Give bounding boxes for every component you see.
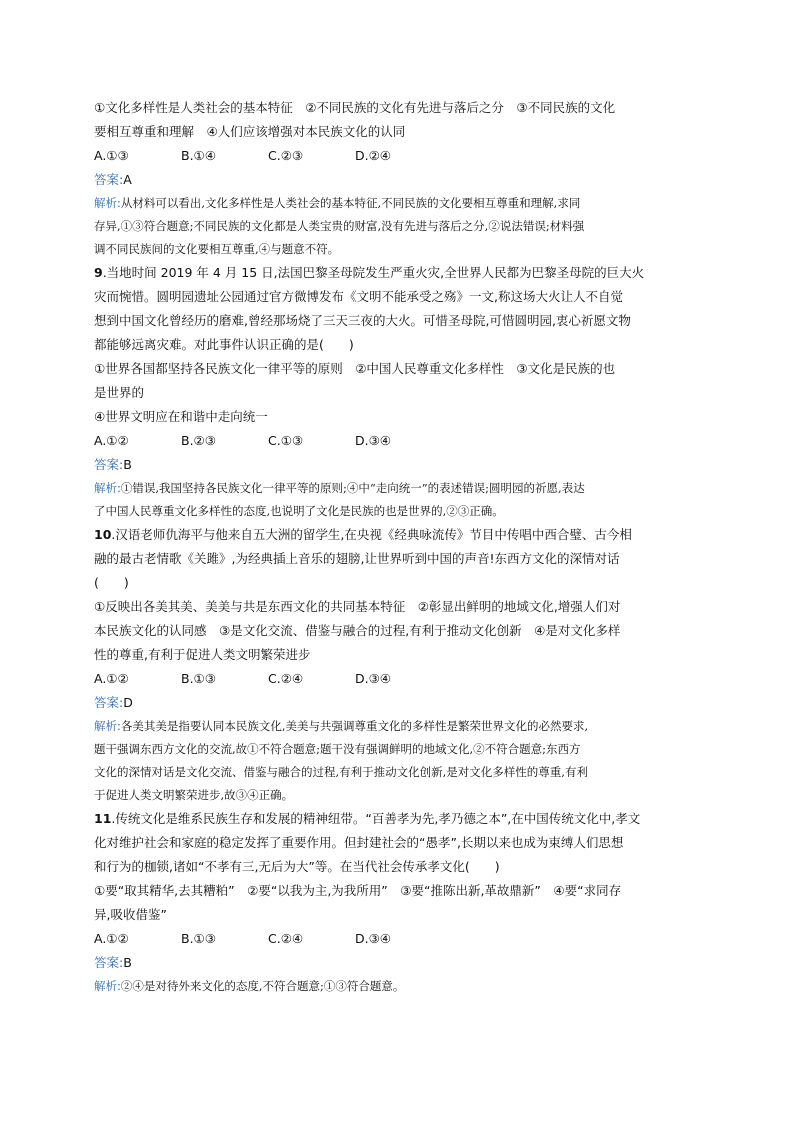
option-b: B.②③: [181, 433, 216, 448]
answer-value: B: [123, 457, 132, 472]
question-number: 10: [94, 527, 112, 542]
option-b: B.①④: [181, 148, 216, 163]
statement-line: ①要“取其精华,去其糟粕” ②要“以我为主,为我所用” ③要“推陈出新,革故鼎新” ④要“求同存: [94, 883, 622, 898]
answer-value: B: [123, 955, 132, 970]
explanation-line: 解析:①错误,我国坚持各民族文化一律平等的原则;④中“走向统一”的表述错误;圆明园的祈愿,表达: [94, 481, 585, 495]
explanation-label: 解析:: [94, 196, 121, 210]
statement-line: 是世界的: [94, 385, 145, 400]
explanation-line: 解析:各美其美是指要认同本民族文化,美美与共强调尊重文化的多样性是繁荣世界文化的必然要求,: [94, 719, 589, 733]
answer-label: 答案:: [94, 695, 124, 710]
explanation-line: 文化的深情对话是文化交流、借鉴与融合的过程,有利于推动文化创新,是对文化多样性的尊重,有利: [94, 765, 588, 779]
question-stem-line: 融的最古老情歌《关雎》,为经典插上音乐的翅膀,让世界听到中国的声音!东西方文化的深情对话: [94, 551, 620, 566]
answer-label: 答案:: [94, 457, 124, 472]
question-number: 11: [94, 811, 112, 826]
options-row: [94, 429, 704, 453]
question-11: [94, 807, 704, 998]
explanation-line: 存异,①③符合题意;不同民族的文化都是人类宝贵的财富,没有先进与落后之分,②说法错误;材料强: [94, 219, 585, 233]
question-stem-line: 想到中国文化曾经历的磨难,曾经那场烧了三天三夜的大火。可惜圣母院,可惜圆明园,衷心祈愿文物: [94, 313, 631, 328]
statement-line: 异,吸收借鉴”: [94, 907, 167, 922]
question-stem-line: 10.汉语老师仇海平与他来自五大洲的留学生,在央视《经典咏流传》节目中传唱中西合璧、古今相: [94, 527, 632, 542]
option-d: D.③④: [355, 931, 392, 946]
statement-line: ①反映出各美其美、美美与共是东西文化的共同基本特征 ②彰显出鲜明的地域文化,增强人们对: [94, 599, 621, 614]
answer-label: 答案:: [94, 955, 124, 970]
options-row: [94, 927, 704, 951]
option-b: B.①③: [181, 671, 216, 686]
answer-line: [94, 168, 704, 192]
document-page: [94, 96, 704, 998]
option-b: B.①③: [181, 931, 216, 946]
statement-line: 本民族文化的认同感 ③是文化交流、借鉴与融合的过程,有利于推动文化创新 ④是对文化多样: [94, 623, 621, 638]
answer-value: A: [123, 172, 132, 187]
explanation-line: 于促进人类文明繁荣进步,故③④正确。: [94, 788, 294, 802]
question-9: [94, 261, 704, 523]
question-10: [94, 523, 704, 807]
explanation-line: 解析:②④是对待外来文化的态度,不符合题意;①③符合题意。: [94, 979, 405, 993]
explanation: [94, 975, 704, 998]
question-stem-line: 化对维护社会和家庭的稳定发挥了重要作用。但封建社会的“愚孝”,长期以来也成为束缚人们思想: [94, 835, 624, 850]
question-stem-line: 9.当地时间 2019 年 4 月 15 日,法国巴黎圣母院发生严重火灾,全世界人民都为巴黎圣母院的巨大火: [94, 265, 645, 280]
explanation-line: 解析:从材料可以看出,文化多样性是人类社会的基本特征,不同民族的文化要相互尊重和理解,求同: [94, 196, 581, 210]
question-stem-line: ( ): [94, 575, 129, 590]
statement-line: ①文化多样性是人类社会的基本特征 ②不同民族的文化有先进与落后之分 ③不同民族的文化: [94, 100, 616, 115]
statement-line: ④世界文明应在和谐中走向统一: [94, 409, 268, 424]
statement-line: 性的尊重,有利于促进人类文明繁荣进步: [94, 647, 311, 662]
explanation-label: 解析:: [94, 979, 121, 993]
explanation: [94, 192, 704, 261]
statement-line: ①世界各国都坚持各民族文化一律平等的原则 ②中国人民尊重文化多样性 ③文化是民族的也: [94, 361, 616, 376]
explanation-line: 调不同民族间的文化要相互尊重,④与题意不符。: [94, 242, 340, 256]
option-c: C.①③: [268, 433, 304, 448]
question-stem-line: 灾而惋惜。圆明园遗址公园通过官方微博发布《文明不能承受之殇》一文,称这场大火让人不自觉: [94, 289, 623, 304]
answer-line: [94, 691, 704, 715]
option-d: D.③④: [355, 671, 392, 686]
explanation: [94, 477, 704, 523]
option-c: C.②④: [268, 671, 304, 686]
question-stem-line: 都能够远离灾难。对此事件认识正确的是( ): [94, 337, 354, 352]
explanation-line: 题干强调东西方文化的交流,故①不符合题意;题干没有强调鲜明的地域文化,②不符合题意;东西方: [94, 742, 581, 756]
explanation-label: 解析:: [94, 719, 121, 733]
question-8: [94, 96, 704, 261]
option-c: C.②④: [268, 931, 304, 946]
answer-line: [94, 453, 704, 477]
answer-label: 答案:: [94, 172, 124, 187]
explanation: [94, 715, 704, 807]
explanation-label: 解析:: [94, 481, 121, 495]
answer-value: D: [123, 695, 133, 710]
statement-line: 要相互尊重和理解 ④人们应该增强对本民族文化的认同: [94, 124, 406, 139]
option-a: A.①②: [94, 931, 129, 946]
option-a: A.①②: [94, 433, 129, 448]
question-stem-line: 和行为的枷锁,诸如“不孝有三,无后为大”等。在当代社会传承孝文化( ): [94, 859, 500, 874]
options-row: [94, 667, 704, 691]
option-c: C.②③: [268, 148, 304, 163]
option-a: A.①③: [94, 148, 129, 163]
option-d: D.③④: [355, 433, 392, 448]
question-stem-line: 11.传统文化是维系民族生存和发展的精神纽带。“百善孝为先,孝乃德之本”,在中国传统文化中,孝文: [94, 811, 641, 826]
question-number: 9: [94, 265, 103, 280]
option-d: D.②④: [355, 148, 392, 163]
answer-line: [94, 951, 704, 975]
explanation-line: 了中国人民尊重文化多样性的态度,也说明了文化是民族的也是世界的,②③正确。: [94, 504, 504, 518]
option-a: A.①②: [94, 671, 129, 686]
options-row: [94, 144, 704, 168]
